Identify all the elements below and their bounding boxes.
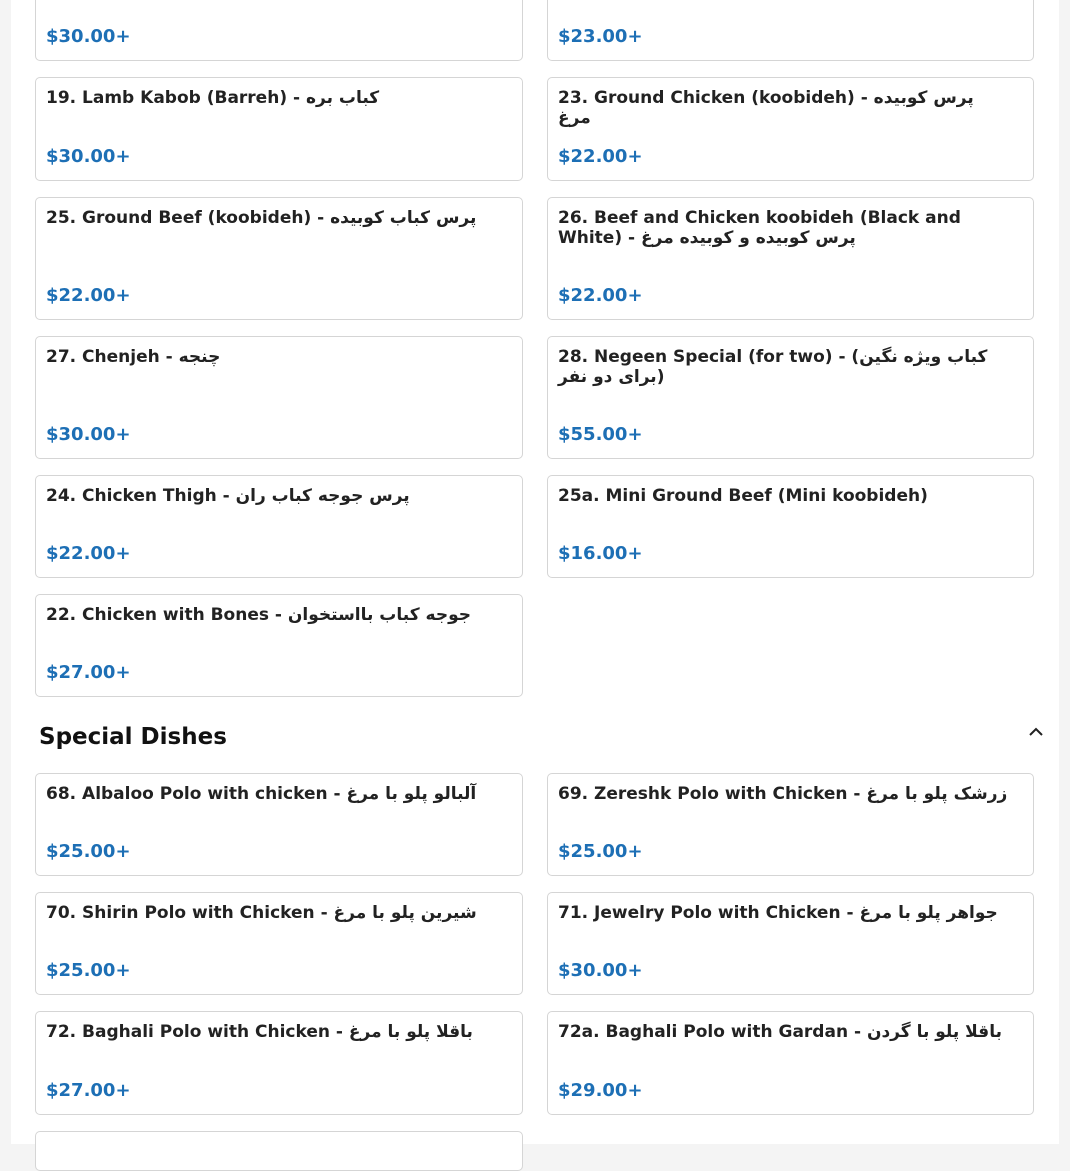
item-price: $23.00+ bbox=[558, 26, 643, 47]
item-title: 71. Jewelry Polo with Chicken - جواهر پلو با مرغ bbox=[558, 903, 998, 923]
menu-item-card[interactable] bbox=[35, 594, 523, 697]
item-price: $30.00+ bbox=[46, 424, 131, 445]
item-price: $30.00+ bbox=[46, 26, 131, 47]
item-title: 26. Beef and Chicken koobideh (Black and White) - پرس کوبیده و کوبیده مرغ bbox=[558, 208, 961, 248]
item-price: $55.00+ bbox=[558, 424, 643, 445]
menu-item-card[interactable] bbox=[35, 1131, 523, 1171]
item-title: 28. Negeen Special (for two) - (کباب ویژه نگین (برای دو نفر bbox=[558, 347, 988, 387]
item-price: $30.00+ bbox=[46, 146, 131, 167]
menu-item-card[interactable] bbox=[547, 773, 1034, 876]
menu-item-card[interactable] bbox=[35, 336, 523, 459]
menu-item-card[interactable] bbox=[35, 892, 523, 995]
item-title: 24. Chicken Thigh - پرس جوجه کباب ران bbox=[46, 486, 410, 506]
item-title: 22. Chicken with Bones - جوجه کباب بااستخوان bbox=[46, 605, 471, 625]
item-price: $25.00+ bbox=[46, 841, 131, 862]
menu-item-card[interactable] bbox=[35, 0, 523, 61]
item-price: $22.00+ bbox=[558, 285, 643, 306]
item-price: $16.00+ bbox=[558, 543, 643, 564]
menu-item-card[interactable] bbox=[547, 197, 1034, 320]
menu-item-card[interactable] bbox=[547, 336, 1034, 459]
special-dishes-section-header[interactable] bbox=[39, 716, 1044, 760]
item-title: 23. Ground Chicken (koobideh) - پرس کوبیده مرغ bbox=[558, 88, 974, 128]
chevron-up-icon[interactable] bbox=[1028, 724, 1044, 740]
menu-item-card[interactable] bbox=[35, 475, 523, 578]
item-title: 27. Chenjeh - چنجه bbox=[46, 347, 221, 367]
menu-item-card[interactable] bbox=[547, 475, 1034, 578]
menu-item-card[interactable] bbox=[547, 77, 1034, 181]
menu-item-card[interactable] bbox=[35, 197, 523, 320]
item-price: $25.00+ bbox=[46, 960, 131, 981]
menu-item-card[interactable] bbox=[547, 892, 1034, 995]
item-price: $29.00+ bbox=[558, 1080, 643, 1101]
item-price: $25.00+ bbox=[558, 841, 643, 862]
item-title: 68. Albaloo Polo with chicken - آلبالو پلو با مرغ bbox=[46, 784, 477, 804]
item-price: $27.00+ bbox=[46, 1080, 131, 1101]
item-price: $22.00+ bbox=[558, 146, 643, 167]
item-title: 69. Zereshk Polo with Chicken - زرشک پلو با مرغ bbox=[558, 784, 1008, 804]
item-title: 72. Baghali Polo with Chicken - باقلا پلو با مرغ bbox=[46, 1022, 473, 1042]
item-price: $30.00+ bbox=[558, 960, 643, 981]
menu-item-card[interactable] bbox=[35, 773, 523, 876]
item-title: 72a. Baghali Polo with Gardan - باقلا پلو با گردن bbox=[558, 1022, 1002, 1042]
item-title: 25. Ground Beef (koobideh) - پرس کباب کوبیده bbox=[46, 208, 477, 228]
item-title: 25a. Mini Ground Beef (Mini koobideh) bbox=[558, 486, 928, 506]
menu-item-card[interactable] bbox=[35, 77, 523, 181]
item-title: 70. Shirin Polo with Chicken - شیرین پلو با مرغ bbox=[46, 903, 477, 923]
menu-page bbox=[11, 0, 1059, 1144]
item-price: $27.00+ bbox=[46, 662, 131, 683]
menu-item-card[interactable] bbox=[547, 1011, 1034, 1115]
menu-item-card[interactable] bbox=[547, 0, 1034, 61]
menu-item-card[interactable] bbox=[35, 1011, 523, 1115]
section-title: Special Dishes bbox=[39, 724, 227, 750]
item-title: 19. Lamb Kabob (Barreh) - کباب بره bbox=[46, 88, 380, 108]
item-price: $22.00+ bbox=[46, 543, 131, 564]
item-price: $22.00+ bbox=[46, 285, 131, 306]
